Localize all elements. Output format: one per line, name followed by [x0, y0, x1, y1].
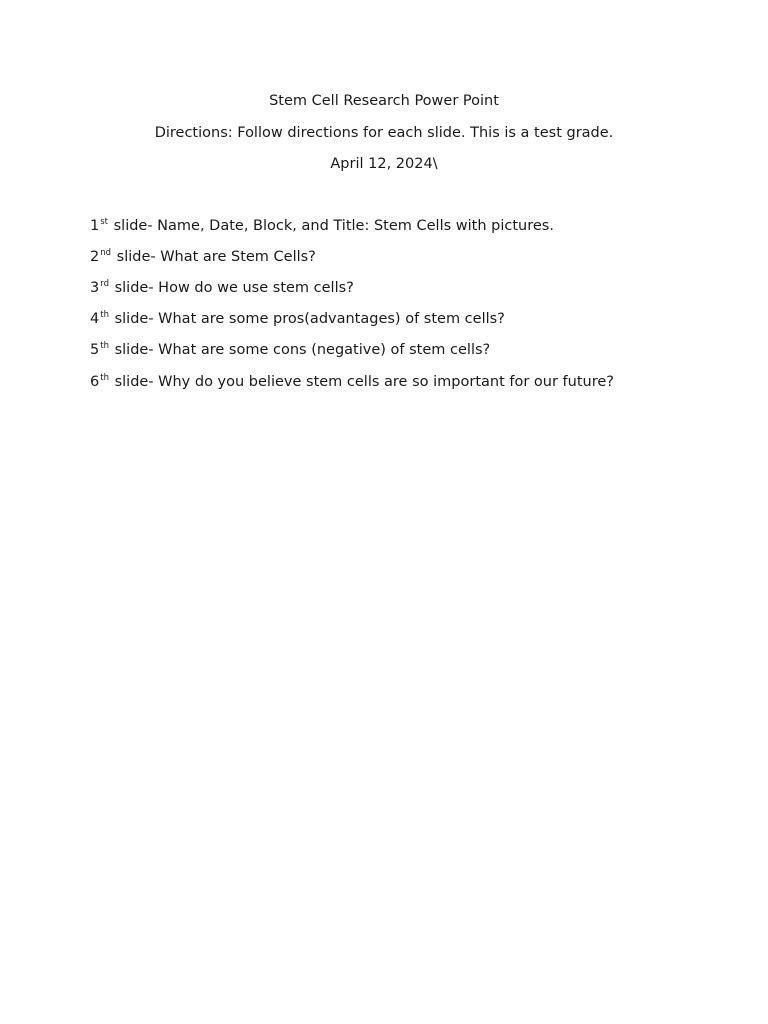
slide-description: slide- How do we use stem cells? — [109, 280, 354, 296]
ordinal-suffix: th — [100, 310, 109, 320]
directions-text: Directions: Follow directions for each slide. This is a test grade. — [154, 125, 614, 141]
slide-item-6 — [90, 373, 614, 393]
ordinal-suffix: th — [100, 373, 109, 383]
slide-description: slide- Name, Date, Block, and Title: Stem Cells with pictures. — [109, 218, 554, 234]
ordinal-suffix: th — [100, 341, 109, 351]
slide-number: 6 — [90, 374, 100, 390]
slide-description: slide- What are Stem Cells? — [112, 249, 316, 265]
slide-description: slide- Why do you believe stem cells are so important for our future? — [109, 374, 614, 390]
ordinal-suffix: rd — [100, 279, 109, 289]
document-date: April 12, 2024\ — [330, 156, 438, 172]
slide-description: slide- What are some pros(advantages) of stem cells? — [109, 311, 505, 327]
slide-item-4 — [90, 310, 505, 330]
slide-number: 5 — [90, 342, 100, 358]
slide-item-2 — [90, 248, 316, 268]
ordinal-suffix: st — [100, 217, 108, 227]
slide-item-5 — [90, 341, 490, 361]
slide-item-1 — [90, 217, 554, 237]
slide-number: 3 — [90, 280, 100, 296]
slide-number: 1 — [90, 218, 100, 234]
slide-number: 4 — [90, 311, 100, 327]
slide-item-3 — [90, 279, 354, 299]
slide-number: 2 — [90, 249, 100, 265]
ordinal-suffix: nd — [100, 248, 112, 258]
slide-description: slide- What are some cons (negative) of stem cells? — [109, 342, 491, 358]
document-title: Stem Cell Research Power Point — [269, 93, 499, 109]
